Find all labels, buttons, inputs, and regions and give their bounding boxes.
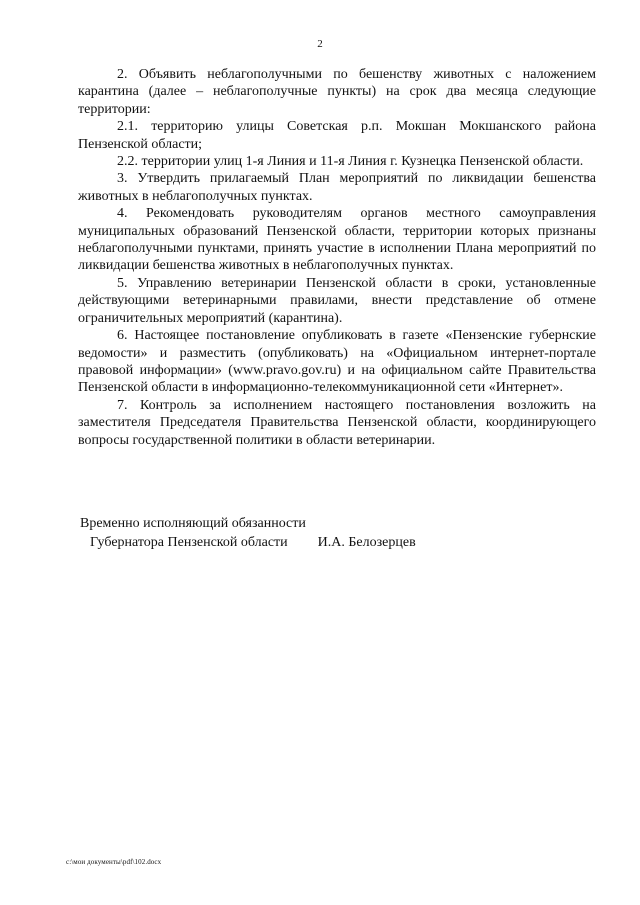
- paragraph-2: 2. Объявить неблагополучными по бешенству животных с наложением карантина (далее – неблагополучные пункты) на срок два месяца следующие территории:: [78, 67, 596, 117]
- signatory-name: И.А. Белозерцев: [317, 535, 416, 550]
- paragraph-2-1: 2.1. территорию улицы Советская р.п. Мокшан Мокшанского района Пензенской области;: [78, 119, 596, 152]
- paragraph-6: 6. Настоящее постановление опубликовать в газете «Пензенские губернские ведомости» и разместить (опубликовать) на «Официальном интернет-портале правовой информации» (www.pravo.gov.ru) и на официальном сайте Правительства Пензенской области в информационно-телекоммуникационной сети «Интернет».: [78, 328, 596, 396]
- document-body: [78, 66, 596, 449]
- page-number: 2: [317, 38, 323, 50]
- paragraph-3: 3. Утвердить прилагаемый План мероприятий по ликвидации бешенства животных в неблагополучных пунктах.: [78, 171, 596, 204]
- paragraph-2-2: 2.2. территории улиц 1-я Линия и 11-я Линия г. Кузнецка Пензенской области.: [117, 154, 584, 170]
- paragraph-4: 4. Рекомендовать руководителям органов местного самоуправления муниципальных образований Пензенской области, территории которых признаны неблагополучными пунктами, принять участие в исполнении Плана мероприятий по ликвидации бешенства животных в неблагополучных пунктах.: [78, 206, 596, 274]
- signature-block: [80, 514, 416, 552]
- signatory-position-line2: Губернатора Пензенской области: [90, 535, 288, 550]
- signatory-position-row: [80, 533, 416, 552]
- footer-file-path: c:\мои документы\pdf\102.docx: [66, 858, 162, 866]
- paragraph-7: 7. Контроль за исполнением настоящего постановления возложить на заместителя Председателя Правительства Пензенской области, координирующего вопросы государственной политики в области ветеринарии.: [78, 397, 596, 448]
- paragraph-5: 5. Управлению ветеринарии Пензенской области в сроки, установленные действующими ветеринарными правилами, внести представление об отмене ограничительных мероприятий (карантина).: [78, 275, 596, 326]
- signatory-position-line1: Временно исполняющий обязанности: [80, 516, 306, 531]
